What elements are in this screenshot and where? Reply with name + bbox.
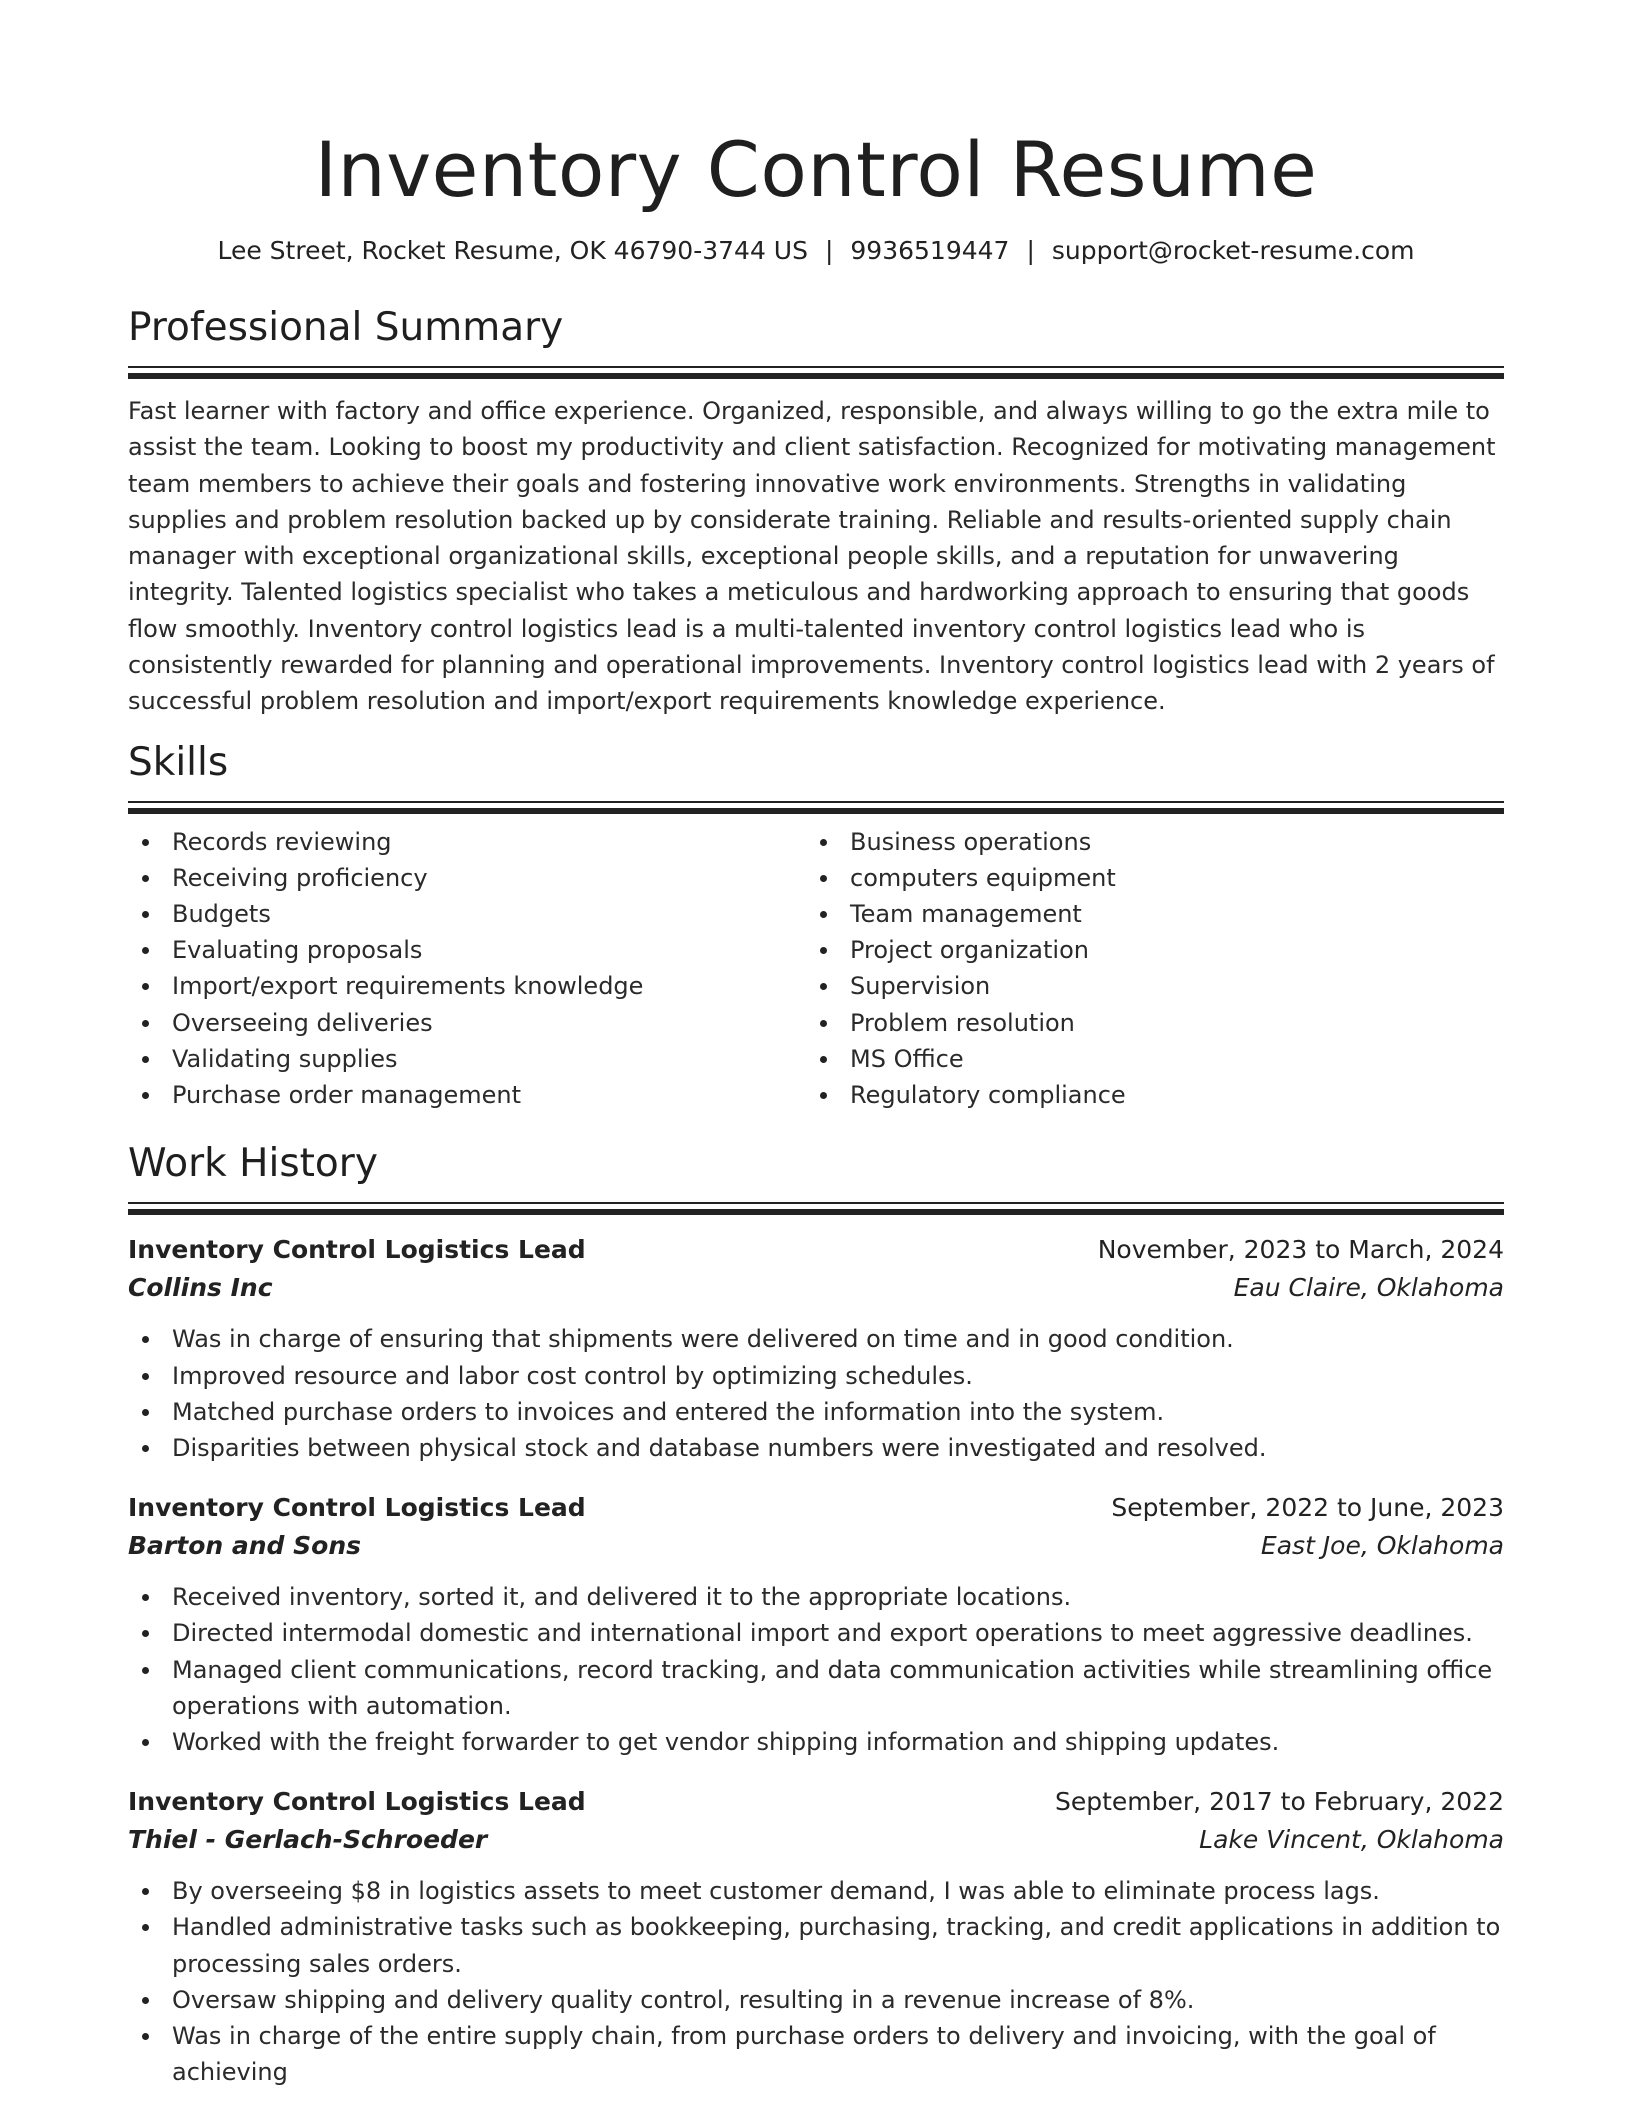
skill-item: Business operations: [806, 824, 1484, 860]
summary-heading: Professional Summary: [128, 305, 564, 350]
job-location: Eau Claire, Oklahoma: [1233, 1273, 1504, 1303]
job-entry: [128, 1489, 1504, 1760]
skill-item: Project organization: [806, 932, 1484, 968]
job-bullets: [128, 1579, 1504, 1760]
section-divider: [128, 801, 1504, 814]
job-dates: November, 2023 to March, 2024: [1097, 1235, 1504, 1265]
job-subheader: [128, 1527, 1504, 1565]
job-entry: [128, 1783, 1504, 2090]
skill-item: Problem resolution: [806, 1005, 1484, 1041]
skill-item: Receiving proficiency: [128, 860, 806, 896]
job-company: Thiel - Gerlach-Schroeder: [128, 1825, 488, 1855]
contact-separator: |: [1026, 236, 1035, 265]
job-location: Lake Vincent, Oklahoma: [1199, 1825, 1504, 1855]
job-bullet: Handled administrative tasks such as bookkeeping, purchasing, tracking, and credit applications in addition to processing sales orders.: [128, 1909, 1504, 1981]
job-title: Inventory Control Logistics Lead: [128, 1493, 586, 1523]
skill-item: Purchase order management: [128, 1077, 806, 1113]
job-location: East Joe, Oklahoma: [1260, 1531, 1504, 1561]
job-bullet: By overseeing $8 in logistics assets to meet customer demand, I was able to eliminate process lags.: [128, 1873, 1504, 1909]
job-bullet: Received inventory, sorted it, and delivered it to the appropriate locations.: [128, 1579, 1504, 1615]
skill-item: Supervision: [806, 968, 1484, 1004]
job-title: Inventory Control Logistics Lead: [128, 1235, 586, 1265]
skill-item: Evaluating proposals: [128, 932, 806, 968]
job-header: [128, 1783, 1504, 1821]
contact-address: Lee Street, Rocket Resume, OK 46790-3744 US: [217, 236, 808, 265]
skills-section: [128, 737, 1504, 1114]
skill-item: Regulatory compliance: [806, 1077, 1484, 1113]
contact-separator: |: [824, 236, 834, 265]
job-entry: [128, 1231, 1504, 1466]
job-bullet: Worked with the freight forwarder to get vendor shipping information and shipping updates.: [128, 1724, 1504, 1760]
job-company: Collins Inc: [128, 1273, 273, 1303]
skills-column-right: [806, 824, 1484, 1114]
skill-item: Records reviewing: [128, 824, 806, 860]
job-bullet: Was in charge of ensuring that shipments were delivered on time and in good condition.: [128, 1321, 1504, 1357]
job-bullet: Directed intermodal domestic and international import and export operations to meet aggressive deadlines.: [128, 1615, 1504, 1651]
job-bullet: Managed client communications, record tracking, and data communication activities while streamlining office operations with automation.: [128, 1652, 1504, 1724]
job-subheader: [128, 1269, 1504, 1307]
section-divider: [128, 1202, 1504, 1215]
work-history-section: [128, 1138, 1504, 2090]
skills-column-left: [128, 824, 806, 1114]
section-divider: [128, 366, 1504, 379]
skill-item: Validating supplies: [128, 1041, 806, 1077]
skill-item: Overseeing deliveries: [128, 1005, 806, 1041]
job-dates: September, 2017 to February, 2022: [1055, 1787, 1504, 1817]
skill-item: computers equipment: [806, 860, 1484, 896]
job-title: Inventory Control Logistics Lead: [128, 1787, 586, 1817]
job-bullets: [128, 1321, 1504, 1466]
skill-item: Import/export requirements knowledge: [128, 968, 806, 1004]
job-bullets: [128, 1873, 1504, 2090]
job-subheader: [128, 1821, 1504, 1859]
job-bullet: Improved resource and labor cost control by optimizing schedules.: [128, 1358, 1504, 1394]
skill-item: MS Office: [806, 1041, 1484, 1077]
resume-title: Inventory Control Resume: [314, 125, 1318, 214]
summary-section: [128, 302, 1504, 720]
job-bullet: Disparities between physical stock and database numbers were investigated and resolved.: [128, 1430, 1504, 1466]
skills-heading: Skills: [128, 739, 229, 785]
contact-phone: 9936519447: [850, 236, 1010, 265]
summary-text: Fast learner with factory and office experience. Organized, responsible, and always willing to go the extra mile to assist the team. Looking to boost my productivity and client satisfaction. Recognized for motivating management team members to achieve their goals and fostering innovative work environments. Strengths in validating supplies and problem resolution backed up by considerate training. Reliable and results-oriented supply chain manager with exceptional organizational skills, exceptional people skills, and a reputation for unwavering integrity. Talented logistics specialist who takes a meticulous and hardworking approach to ensuring that goods flow smoothly. Inventory control logistics lead is a multi-talented inventory control logistics lead who is consistently rewarded for planning and operational improvements. Inventory control logistics lead with 2 years of successful problem resolution and import/export requirements knowledge experience.: [128, 397, 1496, 716]
skills-list: [128, 824, 1504, 1114]
job-bullet: Oversaw shipping and delivery quality control, resulting in a revenue increase of 8%.: [128, 1982, 1504, 2018]
contact-line: [128, 234, 1504, 268]
resume-page: [128, 0, 1504, 2090]
work-history-heading: Work History: [128, 1141, 378, 1187]
job-bullet: Was in charge of the entire supply chain, from purchase orders to delivery and invoicing, with the goal of achieving: [128, 2018, 1504, 2090]
skill-item: Team management: [806, 896, 1484, 932]
contact-email[interactable]: support@rocket-resume.com: [1051, 236, 1415, 265]
skill-item: Budgets: [128, 896, 806, 932]
job-header: [128, 1489, 1504, 1527]
job-company: Barton and Sons: [128, 1531, 362, 1561]
job-header: [128, 1231, 1504, 1269]
job-bullet: Matched purchase orders to invoices and entered the information into the system.: [128, 1394, 1504, 1430]
job-dates: September, 2022 to June, 2023: [1111, 1493, 1504, 1523]
